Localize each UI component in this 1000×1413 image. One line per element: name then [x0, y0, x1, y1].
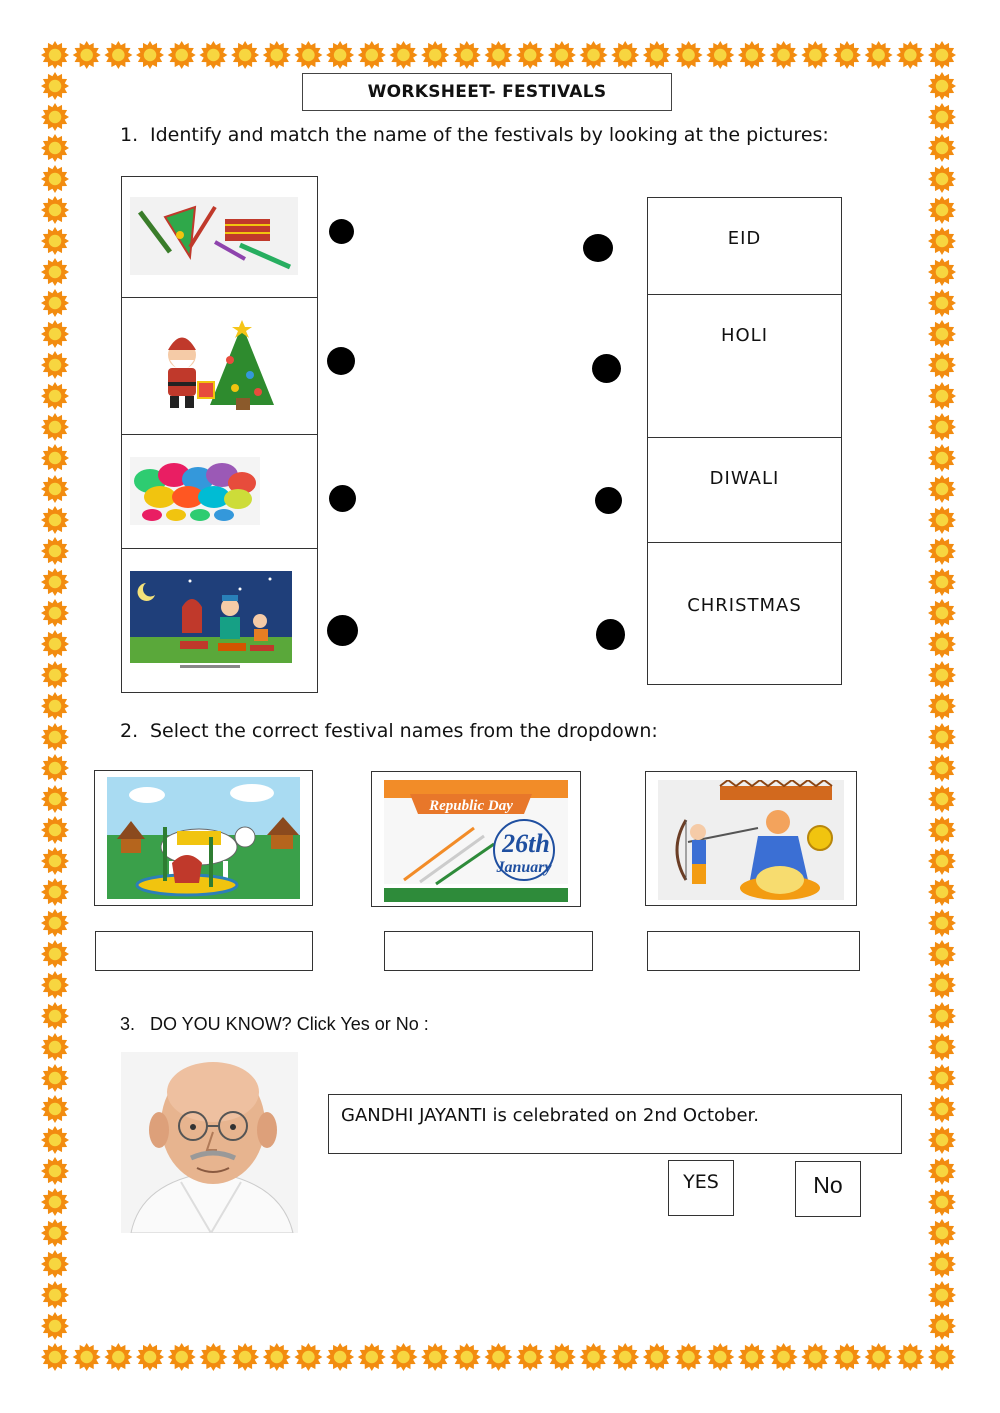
sun-ornament [168, 41, 196, 69]
sun-ornament [168, 1343, 196, 1371]
sun-ornament [294, 41, 322, 69]
sun-ornament [41, 1033, 69, 1061]
sun-ornament [136, 41, 164, 69]
sun-ornament [41, 103, 69, 131]
sun-ornament [928, 1343, 956, 1371]
gandhi-portrait [121, 1052, 298, 1233]
sun-ornament [928, 165, 956, 193]
sun-ornament [41, 72, 69, 100]
question-2-number: 2. [120, 720, 139, 742]
sun-ornament [928, 320, 956, 348]
sun-ornament [548, 1343, 576, 1371]
sun-ornament [928, 1157, 956, 1185]
sun-ornament [41, 971, 69, 999]
sun-ornament [41, 785, 69, 813]
sun-ornament [706, 1343, 734, 1371]
picture-christmas[interactable] [122, 298, 317, 435]
sun-ornament [41, 723, 69, 751]
sun-ornament [928, 1064, 956, 1092]
sun-ornament [928, 661, 956, 689]
worksheet-title: WORKSHEET- FESTIVALS [302, 73, 672, 111]
sun-ornament [41, 258, 69, 286]
sun-ornament [928, 475, 956, 503]
sun-ornament [896, 41, 924, 69]
sun-ornament [41, 444, 69, 472]
sun-ornament [928, 1219, 956, 1247]
sun-ornament [928, 878, 956, 906]
festival-name-diwali[interactable]: DIWALI [648, 438, 841, 543]
sun-ornament [263, 1343, 291, 1371]
sun-ornament [41, 351, 69, 379]
sun-ornament [865, 1343, 893, 1371]
picture-holi[interactable] [122, 435, 317, 549]
sun-ornament [73, 1343, 101, 1371]
sun-ornament [770, 41, 798, 69]
sun-ornament [41, 878, 69, 906]
sun-ornament [199, 1343, 227, 1371]
sun-ornament [485, 1343, 513, 1371]
sun-ornament [928, 1126, 956, 1154]
sun-ornament [928, 1188, 956, 1216]
sun-ornament [611, 1343, 639, 1371]
sun-ornament [421, 1343, 449, 1371]
sun-ornament [928, 1033, 956, 1061]
sun-ornament [928, 568, 956, 596]
sun-ornament [41, 506, 69, 534]
match-picture-column [121, 176, 318, 693]
sun-ornament [928, 1312, 956, 1340]
sun-ornament [41, 320, 69, 348]
sun-ornament [643, 1343, 671, 1371]
question-3-number: 3. [120, 1014, 136, 1034]
sun-ornament [41, 227, 69, 255]
pongal-image [107, 777, 300, 899]
sun-ornament [928, 227, 956, 255]
sun-ornament [928, 537, 956, 565]
sun-ornament [41, 134, 69, 162]
sun-ornament [326, 1343, 354, 1371]
holi-colours-image [130, 457, 260, 525]
sun-ornament [801, 41, 829, 69]
sun-ornament [928, 41, 956, 69]
dussehra-image [658, 780, 844, 900]
sun-ornament [928, 630, 956, 658]
sun-ornament [928, 940, 956, 968]
sun-ornament [41, 1002, 69, 1030]
right-match-dot-3[interactable] [595, 487, 622, 514]
question-1-number: 1. [120, 124, 139, 146]
dropdown-3[interactable] [647, 931, 860, 971]
sun-ornament [294, 1343, 322, 1371]
gandhi-image [121, 1052, 298, 1233]
sun-ornament [41, 1219, 69, 1247]
sun-ornament [801, 1343, 829, 1371]
picture-fireworks[interactable] [122, 177, 317, 298]
sun-ornament [231, 1343, 259, 1371]
sun-ornament [390, 1343, 418, 1371]
right-match-dot-4[interactable] [596, 619, 625, 650]
sun-ornament [41, 475, 69, 503]
match-name-column [647, 197, 842, 685]
sun-ornament [928, 351, 956, 379]
dropdown-2[interactable] [384, 931, 593, 971]
sun-ornament [928, 72, 956, 100]
sun-ornament [865, 41, 893, 69]
sun-ornament [41, 1095, 69, 1123]
sun-ornament [896, 1343, 924, 1371]
sun-ornament [643, 41, 671, 69]
sun-ornament [738, 41, 766, 69]
no-button[interactable] [795, 1161, 861, 1217]
sun-ornament [41, 413, 69, 441]
pongal-picture [94, 770, 313, 906]
sun-ornament [928, 1002, 956, 1030]
sun-ornament [611, 41, 639, 69]
sun-ornament [358, 41, 386, 69]
sun-ornament [516, 1343, 544, 1371]
sun-ornament [928, 1250, 956, 1278]
question-3 [120, 1014, 429, 1035]
sun-ornament [928, 785, 956, 813]
sun-ornament [41, 568, 69, 596]
sun-ornament [738, 1343, 766, 1371]
sun-ornament [326, 41, 354, 69]
sun-ornament [41, 382, 69, 410]
republic-day-picture [371, 771, 581, 907]
santa-tree-image [150, 320, 290, 412]
sun-ornament [485, 41, 513, 69]
banner-title: Republic Day [429, 798, 513, 814]
question-1 [120, 124, 829, 146]
sun-ornament [833, 41, 861, 69]
sun-ornament [41, 1250, 69, 1278]
sun-ornament [390, 41, 418, 69]
sun-ornament [41, 909, 69, 937]
sun-ornament [41, 816, 69, 844]
sun-ornament [199, 41, 227, 69]
sun-ornament [41, 537, 69, 565]
sun-ornament [41, 847, 69, 875]
sun-ornament [928, 103, 956, 131]
yes-button[interactable] [668, 1160, 734, 1216]
sun-ornament [41, 289, 69, 317]
sun-ornament [928, 444, 956, 472]
left-match-dot-2[interactable] [327, 347, 355, 375]
sun-ornament [41, 1157, 69, 1185]
sun-ornament [421, 41, 449, 69]
left-match-dot-4[interactable] [327, 615, 358, 646]
question-2 [120, 720, 658, 742]
left-match-dot-3[interactable] [329, 485, 356, 512]
sun-ornament [41, 196, 69, 224]
question-1-text: Identify and match the name of the festivals by looking at the pictures: [150, 124, 829, 146]
sun-ornament [928, 847, 956, 875]
sun-ornament [928, 909, 956, 937]
sun-ornament [928, 599, 956, 627]
sun-ornament [580, 1343, 608, 1371]
festival-name-christmas[interactable]: CHRISTMAS [687, 595, 802, 616]
left-match-dot-1[interactable] [329, 219, 354, 244]
sun-ornament [41, 692, 69, 720]
sun-ornament [928, 506, 956, 534]
sun-ornament [453, 1343, 481, 1371]
sun-ornament [41, 1064, 69, 1092]
sun-ornament [928, 754, 956, 782]
dussehra-picture [645, 771, 857, 906]
sun-ornament [548, 41, 576, 69]
question-3-text: DO YOU KNOW? Click Yes or No : [150, 1014, 429, 1034]
sun-ornament [41, 940, 69, 968]
sun-ornament [580, 41, 608, 69]
sun-ornament [928, 723, 956, 751]
sun-ornament [41, 165, 69, 193]
sun-ornament [516, 41, 544, 69]
sun-ornament [833, 1343, 861, 1371]
picture-eid[interactable] [122, 549, 317, 694]
sun-ornament [928, 971, 956, 999]
sun-ornament [136, 1343, 164, 1371]
sun-ornament [41, 630, 69, 658]
sun-ornament [928, 692, 956, 720]
sun-ornament [706, 41, 734, 69]
sun-ornament [928, 413, 956, 441]
right-match-dot-2[interactable] [592, 354, 621, 383]
sun-ornament [41, 1343, 69, 1371]
right-match-dot-1[interactable] [583, 234, 613, 262]
sun-ornament [41, 599, 69, 627]
sun-ornament [928, 1095, 956, 1123]
sun-ornament [41, 661, 69, 689]
sun-ornament [928, 382, 956, 410]
banner-month: January [496, 859, 552, 876]
sun-ornament [675, 41, 703, 69]
sun-ornament [928, 196, 956, 224]
sun-ornament [928, 289, 956, 317]
no-label: No [813, 1172, 843, 1198]
republic-day-image [384, 780, 568, 902]
banner-date: 26th [502, 829, 550, 858]
statement-box [328, 1094, 902, 1154]
yes-label: YES [683, 1171, 719, 1193]
sun-ornament [928, 1281, 956, 1309]
sun-ornament [928, 258, 956, 286]
sun-ornament [263, 41, 291, 69]
sun-ornament [41, 1188, 69, 1216]
sun-ornament [41, 1281, 69, 1309]
statement-text: GANDHI JAYANTI is celebrated on 2nd October. [341, 1105, 759, 1126]
sun-ornament [770, 1343, 798, 1371]
question-2-text: Select the correct festival names from the dropdown: [150, 720, 658, 742]
fireworks-image [130, 197, 298, 275]
sun-ornament [104, 41, 132, 69]
dropdown-1[interactable] [95, 931, 313, 971]
sun-ornament [41, 754, 69, 782]
festival-name-holi[interactable]: HOLI [648, 295, 841, 438]
eid-family-image [130, 571, 292, 671]
sun-ornament [73, 41, 101, 69]
sun-ornament [41, 1312, 69, 1340]
sun-ornament [928, 134, 956, 162]
sun-ornament [41, 1126, 69, 1154]
sun-ornament [104, 1343, 132, 1371]
sun-ornament [41, 41, 69, 69]
sun-ornament [675, 1343, 703, 1371]
sun-ornament [928, 816, 956, 844]
sun-ornament [453, 41, 481, 69]
festival-name-eid[interactable]: EID [648, 198, 841, 295]
sun-ornament [231, 41, 259, 69]
sun-ornament [358, 1343, 386, 1371]
